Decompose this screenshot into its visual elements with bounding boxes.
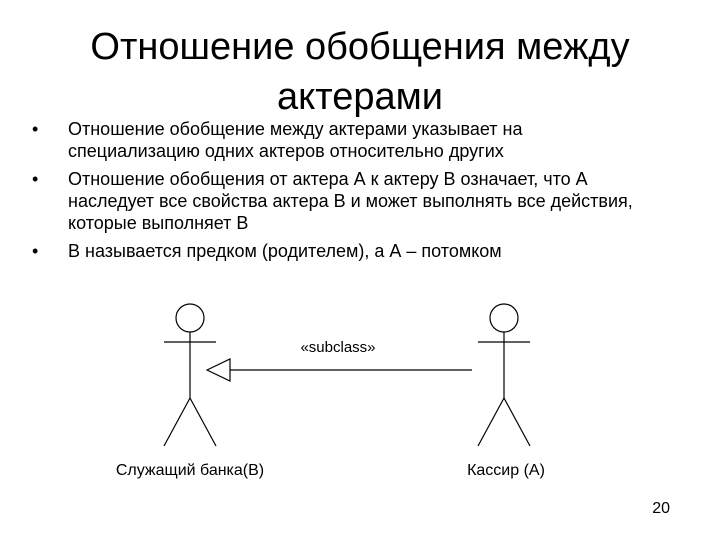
parent-actor-left-leg [164, 398, 190, 446]
child-actor-right-leg [504, 398, 530, 446]
bullet-item [28, 118, 648, 162]
bullet-item [28, 168, 648, 234]
relationship-label: «subclass» [300, 339, 376, 356]
uml-generalization-diagram [0, 290, 720, 490]
bullet-marker: • [32, 241, 39, 261]
parent-actor-label: Служащий банка(B) [115, 462, 265, 479]
generalization-arrowhead [207, 359, 230, 381]
child-actor-left-leg [478, 398, 504, 446]
parent-actor-figure [164, 304, 216, 446]
parent-actor-right-leg [190, 398, 216, 446]
child-actor-figure [478, 304, 530, 446]
child-actor-head [490, 304, 518, 332]
bullet-item [28, 240, 648, 262]
child-actor-label: Кассир (А) [467, 462, 545, 479]
bullet-marker: • [32, 169, 39, 189]
parent-actor-head [176, 304, 204, 332]
slide-title: Отношение обобщения между актерами [90, 26, 630, 118]
generalization-arrow [207, 359, 472, 381]
bullet-text: Отношение обобщения от актера А к актеру В означает, что А наследует все свойства актера В и может выполнять все действия, которые выполняет В [68, 169, 633, 233]
bullet-text: В называется предком (родителем), а А – потомком [68, 241, 502, 261]
bullet-marker: • [32, 119, 39, 139]
page-number: 20 [652, 500, 670, 517]
bullet-text: Отношение обобщение между актерами указывает на специализацию одних актеров относительно других [68, 119, 523, 161]
bullet-list [28, 118, 648, 268]
